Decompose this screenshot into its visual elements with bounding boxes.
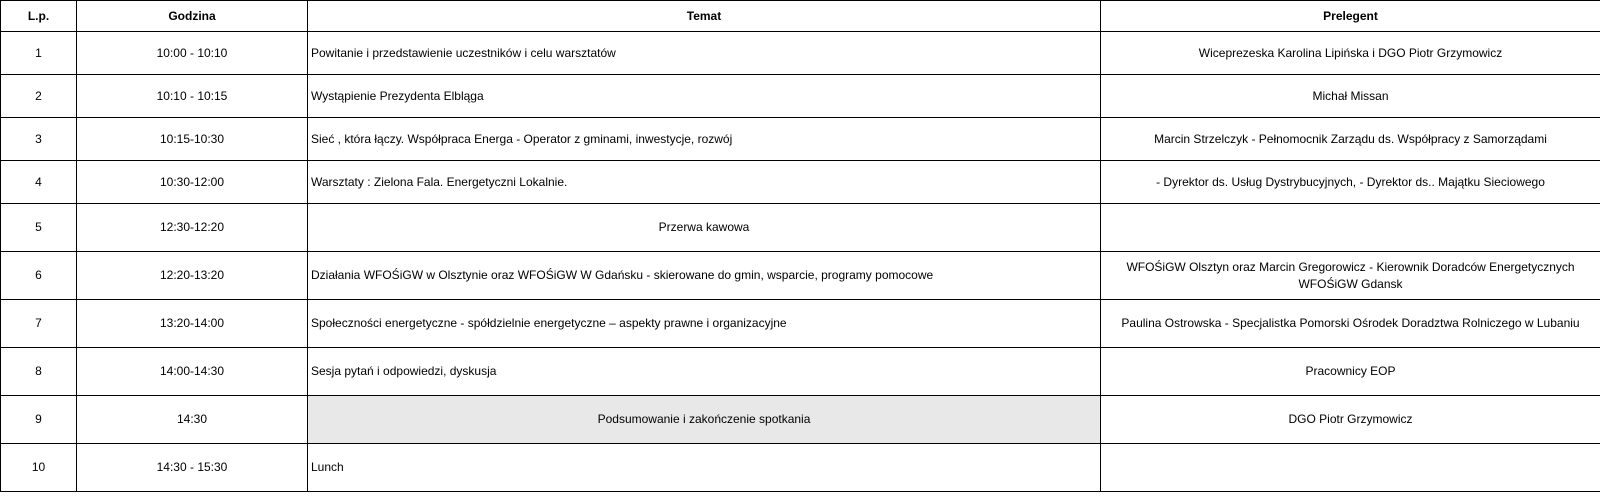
cell-speaker xyxy=(1101,204,1600,252)
cell-time: 14:30 xyxy=(77,396,308,444)
table-row xyxy=(1,204,1600,252)
table-row xyxy=(1,444,1600,492)
table-row xyxy=(1,118,1600,161)
cell-time: 13:20-14:00 xyxy=(77,300,308,348)
cell-lp: 4 xyxy=(1,161,77,204)
cell-speaker: Michał Missan xyxy=(1101,75,1600,118)
cell-lp: 1 xyxy=(1,32,77,75)
cell-time: 10:10 - 10:15 xyxy=(77,75,308,118)
cell-lp: 3 xyxy=(1,118,77,161)
table-row xyxy=(1,348,1600,396)
table-row xyxy=(1,252,1600,300)
cell-speaker: Marcin Strzelczyk - Pełnomocnik Zarządu ds. Współpracy z Samorządami xyxy=(1101,118,1600,161)
header-speaker: Prelegent xyxy=(1101,1,1600,32)
cell-topic: Przerwa kawowa xyxy=(308,204,1101,252)
header-topic: Temat xyxy=(308,1,1101,32)
header-time: Godzina xyxy=(77,1,308,32)
cell-lp: 9 xyxy=(1,396,77,444)
cell-topic: Społeczności energetyczne - spółdzielnie energetyczne – aspekty prawne i organizacyjne xyxy=(308,300,1101,348)
table-row xyxy=(1,396,1600,444)
cell-lp: 8 xyxy=(1,348,77,396)
cell-topic: Sesja pytań i odpowiedzi, dyskusja xyxy=(308,348,1101,396)
cell-lp: 10 xyxy=(1,444,77,492)
cell-time: 14:00-14:30 xyxy=(77,348,308,396)
cell-time: 12:20-13:20 xyxy=(77,252,308,300)
cell-time: 12:30-12:20 xyxy=(77,204,308,252)
cell-speaker: Wiceprezeska Karolina Lipińska i DGO Piotr Grzymowicz xyxy=(1101,32,1600,75)
cell-speaker xyxy=(1101,444,1600,492)
cell-topic: Warsztaty : Zielona Fala. Energetyczni Lokalnie. xyxy=(308,161,1101,204)
table-row xyxy=(1,161,1600,204)
table-row xyxy=(1,32,1600,75)
cell-lp: 2 xyxy=(1,75,77,118)
cell-topic: Powitanie i przedstawienie uczestników i celu warsztatów xyxy=(308,32,1101,75)
header-row xyxy=(1,1,1600,32)
cell-lp: 7 xyxy=(1,300,77,348)
table-row xyxy=(1,300,1600,348)
cell-speaker: DGO Piotr Grzymowicz xyxy=(1101,396,1600,444)
cell-topic: Sieć , która łączy. Współpraca Energa - Operator z gminami, inwestycje, rozwój xyxy=(308,118,1101,161)
cell-speaker: Paulina Ostrowska - Specjalistka Pomorski Ośrodek Doradztwa Rolniczego w Lubaniu xyxy=(1101,300,1600,348)
cell-speaker: WFOŚiGW Olsztyn oraz Marcin Gregorowicz - Kierownik Doradców Energetycznych WFOŚiGW Gdansk xyxy=(1101,252,1600,300)
cell-speaker: Pracownicy EOP xyxy=(1101,348,1600,396)
cell-topic: Działania WFOŚiGW w Olsztynie oraz WFOŚiGW W Gdańsku - skierowane do gmin, wsparcie, programy pomocowe xyxy=(308,252,1101,300)
cell-time: 10:30-12:00 xyxy=(77,161,308,204)
table-row xyxy=(1,75,1600,118)
cell-lp: 6 xyxy=(1,252,77,300)
cell-lp: 5 xyxy=(1,204,77,252)
header-lp: L.p. xyxy=(1,1,77,32)
cell-topic: Lunch xyxy=(308,444,1101,492)
cell-time: 14:30 - 15:30 xyxy=(77,444,308,492)
cell-time: 10:15-10:30 xyxy=(77,118,308,161)
cell-time: 10:00 - 10:10 xyxy=(77,32,308,75)
cell-topic: Podsumowanie i zakończenie spotkania xyxy=(308,396,1101,444)
cell-speaker: - Dyrektor ds. Usług Dystrybucyjnych, - Dyrektor ds.. Majątku Sieciowego xyxy=(1101,161,1600,204)
cell-topic: Wystąpienie Prezydenta Elbląga xyxy=(308,75,1101,118)
